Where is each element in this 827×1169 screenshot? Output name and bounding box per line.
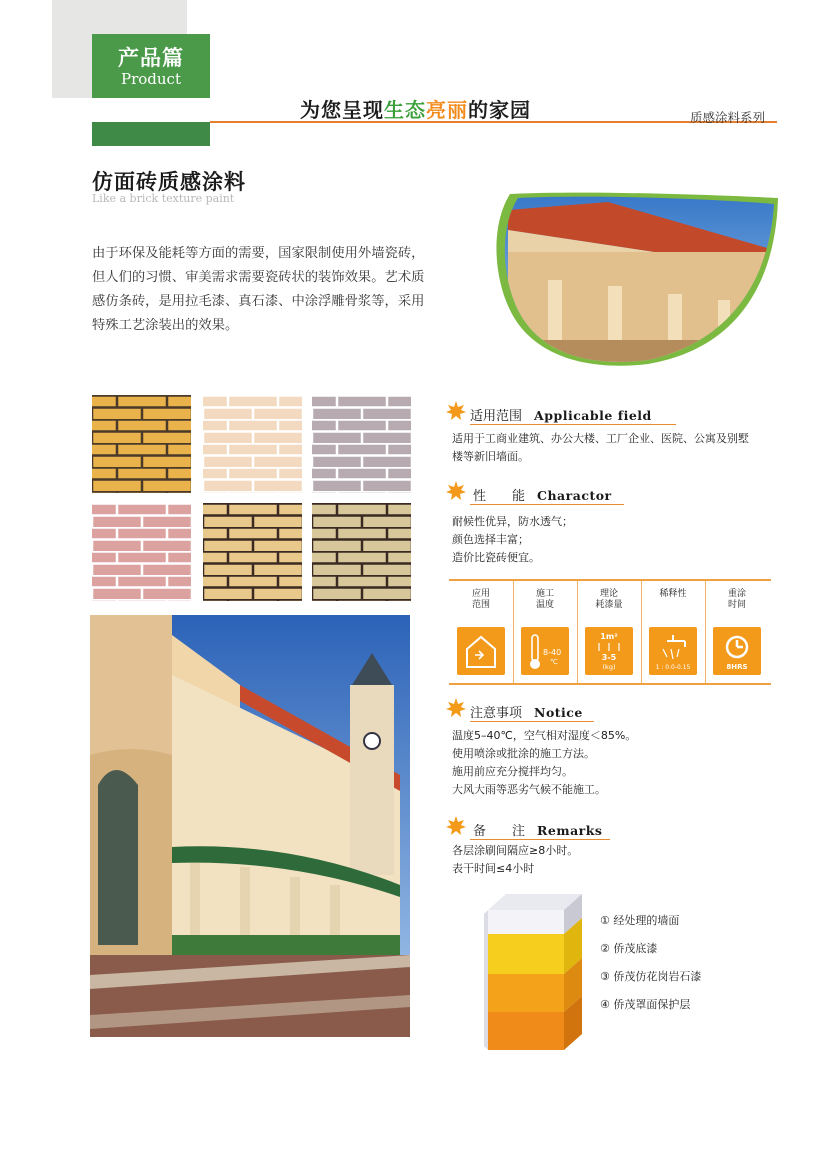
header-green-bar xyxy=(92,122,210,146)
svg-text:3-5: 3-5 xyxy=(601,653,617,662)
property-coverage: 理论 耗漆量 1m² 3-5 (kg) xyxy=(577,581,642,683)
notice-heading: 注意事项 Notice xyxy=(470,705,583,721)
notice-underline xyxy=(470,721,594,722)
maple-leaf-icon xyxy=(445,815,467,837)
character-text: 耐候性优异，防水透气； 颜色选择丰富； 造价比瓷砖便宜。 xyxy=(452,515,573,564)
layer-label-wall: ① 经处理的墙面 xyxy=(600,914,680,927)
tile-sample-pink xyxy=(92,503,191,601)
applicable-heading: 适用范围 Applicable field xyxy=(470,408,652,424)
tile-sample-stone xyxy=(312,503,411,601)
property-recoat-time: 重涂 时间 8HRS xyxy=(705,581,769,683)
slogan: 为您呈现生态亮丽的家园 xyxy=(300,98,531,122)
remarks-underline xyxy=(470,839,610,840)
section-title-cn: 产品篇 xyxy=(118,45,184,70)
property-dilution: 稀释性 1 : 0.0-0.15 xyxy=(641,581,706,683)
svg-text:8-40: 8-40 xyxy=(543,648,562,657)
character-heading: 性 能 Charactor xyxy=(473,488,612,504)
property-application: 应用 范围 xyxy=(449,581,514,683)
character-underline xyxy=(470,504,624,505)
svg-text:8HRS: 8HRS xyxy=(726,663,748,671)
tile-sample-sand xyxy=(203,503,302,601)
svg-text:1m²: 1m² xyxy=(600,632,618,641)
maple-leaf-icon xyxy=(445,697,467,719)
maple-leaf-icon xyxy=(445,400,467,422)
product-subtitle: Like a brick texture paint xyxy=(92,192,235,205)
product-intro: 由于环保及能耗等方面的需要，国家限制使用外墙瓷砖，但人们的习惯、审美需求需要瓷砖状的装饰效果。艺术质感仿条砖，是用拉毛漆、真石漆、中涂浮雕骨浆等，采用特殊工艺涂装出的效果。 xyxy=(92,246,425,333)
building-leaf-photo xyxy=(488,190,778,366)
notice-text: 温度5–40℃，空气相对湿度＜85%。 使用喷涂或批涂的施工方法。 施用前应充分搅拌均匀。 大风大雨等恶劣气候不能施工。 xyxy=(452,729,637,796)
coverage-icon xyxy=(585,627,633,675)
coating-layers-diagram xyxy=(482,890,592,1056)
product-title: 仿面砖质感涂料 xyxy=(92,170,246,194)
remarks-heading: 备 注 Remarks xyxy=(473,823,603,839)
section-title-en: Product xyxy=(121,70,181,88)
tile-sample-granite xyxy=(312,395,411,493)
house-icon xyxy=(457,627,505,675)
series-label: 质感涂料系列 xyxy=(690,110,766,125)
svg-text:(kg): (kg) xyxy=(602,663,616,671)
dilution-icon xyxy=(649,627,697,675)
remarks-text: 各层涂刷间隔应≥8小时。 表干时间≤4小时 xyxy=(452,844,579,875)
tile-sample-yellow xyxy=(92,395,191,493)
property-temperature: 施工 温度 8-40 ℃ xyxy=(513,581,578,683)
clock-icon xyxy=(713,627,761,675)
street-building-photo xyxy=(90,615,410,1037)
layer-label-topcoat: ④ 侨茂罩面保护层 xyxy=(600,998,691,1011)
applicable-underline xyxy=(470,424,676,425)
applicable-text: 适用于工商业建筑、办公大楼、工厂企业、医院、公寓及别墅 楼等新旧墙面。 xyxy=(452,432,749,463)
layer-label-primer: ② 侨茂底漆 xyxy=(600,942,658,955)
property-table xyxy=(449,579,771,685)
svg-text:℃: ℃ xyxy=(550,658,558,666)
maple-leaf-icon xyxy=(445,480,467,502)
thermometer-icon xyxy=(521,627,569,675)
svg-text:1 : 0.0-0.15: 1 : 0.0-0.15 xyxy=(655,664,691,671)
layer-label-granite-paint: ③ 侨茂仿花岗岩石漆 xyxy=(600,970,702,983)
tile-sample-cream xyxy=(203,395,302,493)
